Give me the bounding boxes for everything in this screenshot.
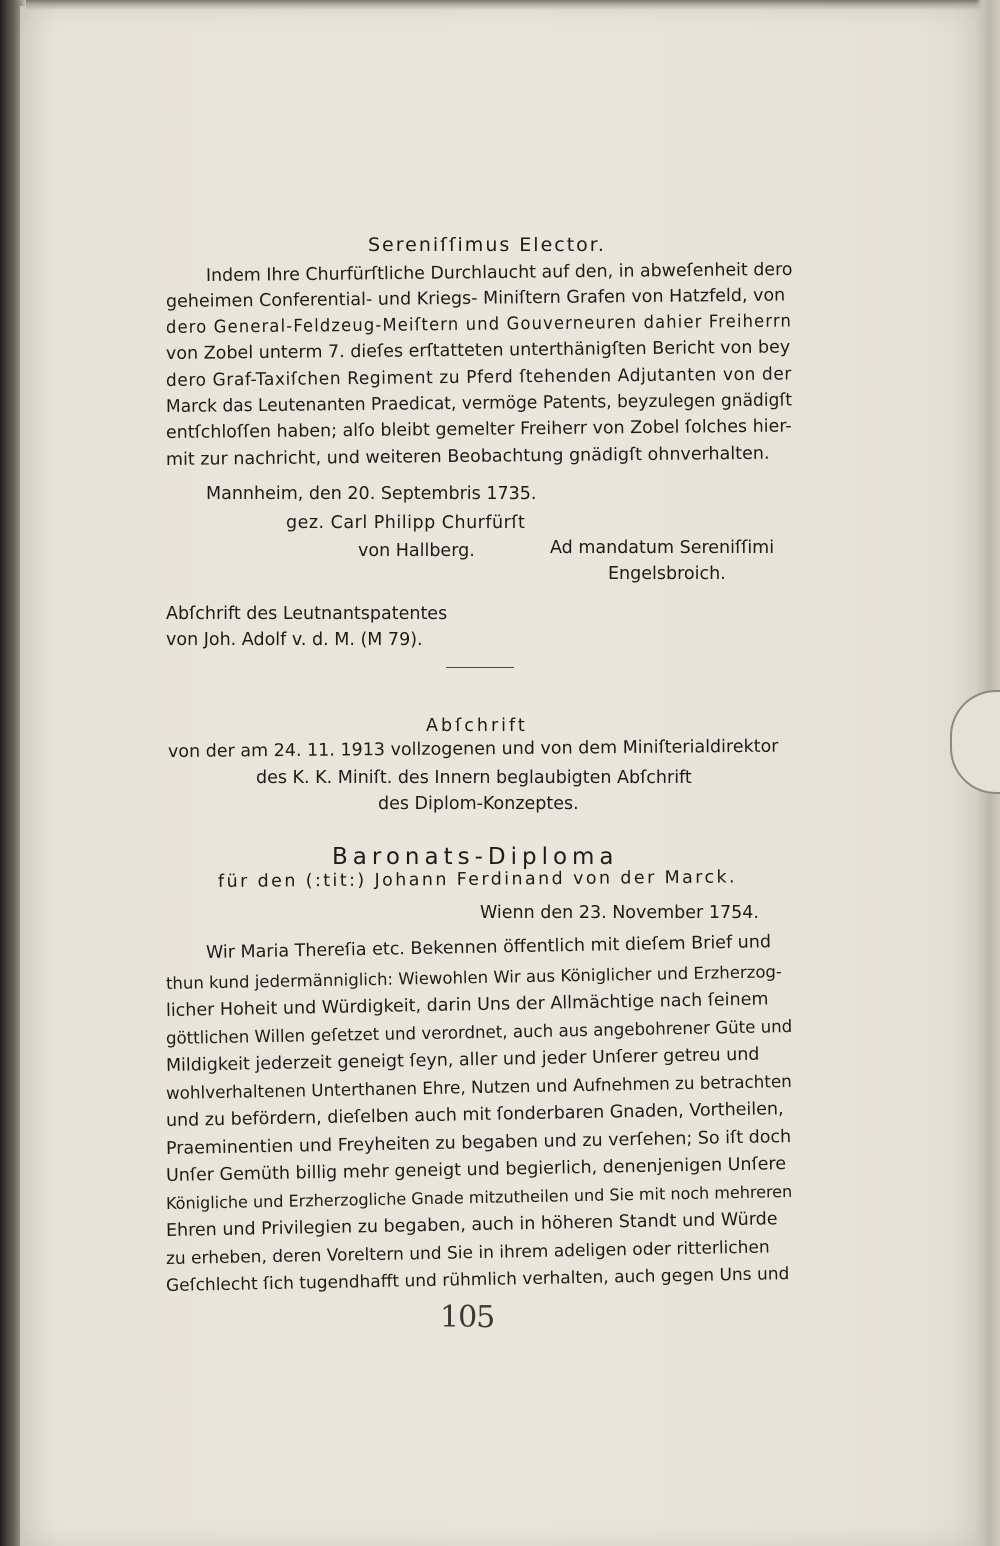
diploma-line-13: Geſchlecht ſich tugendhafft und rühmlich verhalten, auch gegen Uns und (165, 1264, 790, 1296)
heading-elector: Sereniſſimus Elector. (368, 234, 606, 256)
decree-line-2: geheimen Conferential- und Kriegs- Miniſtern Grafen von Hatzfeld, von (165, 285, 786, 312)
page-top-edge (26, 0, 1000, 10)
diploma-line-4: göttlichen Willen geſetzet und verordnet, auch aus angebohrener Güte und (165, 1016, 793, 1049)
signature-line-2: von Hallberg. (358, 541, 475, 561)
decree-line-1: Indem Ihre Churfürſtliche Durchlaucht auf den, in abweſenheit dero (205, 259, 793, 286)
diploma-title: Baronats-Diploma (332, 844, 619, 870)
abschrift-line-2: des K. K. Miniſt. des Innern beglaubigten Abſchrift (256, 768, 692, 788)
decree-line-7: entſchloſſen haben; alſo bleibt gemelter Freiherr von Zobel ſolches hier- (165, 416, 792, 443)
diploma-line-10: Königliche und Erzherzogliche Gnade mitzutheilen und Sie mit noch mehreren (165, 1181, 793, 1213)
abschrift-line-1: von der am 24. 11. 1913 vollzogenen und von dem Miniſterialdirektor (167, 736, 779, 762)
diploma-line-12: zu erheben, deren Voreltern und Sie in ihrem adeligen oder ritterlichen (165, 1237, 770, 1269)
diploma-line-6: wohlverhaltenen Unterthanen Ehre, Nutzen und Aufnehmen zu betrachten (165, 1071, 793, 1104)
diploma-line-2: thun kund jedermänniglich: Wiewohlen Wir aus Königlicher und Erzherzog- (165, 962, 783, 993)
diploma-subtitle: für den (:tit:) Johann Ferdinand von der Marck. (217, 867, 738, 892)
diploma-line-1: Wir Maria Thereſia etc. Bekennen öffentlich mit dieſem Brief und (205, 932, 772, 963)
diploma-line-11: Ehren und Privilegien zu begaben, auch in höheren Standt und Würde (165, 1209, 778, 1241)
section-divider (446, 667, 514, 668)
decree-line-4: von Zobel unterm 7. dieſes erſtatteten unterthänigſten Bericht von bey (165, 337, 791, 364)
diploma-line-3: licher Hoheit und Würdigkeit, darin Uns der Allmächtige nach ſeinem (165, 989, 769, 1021)
diploma-line-9: Unſer Gemüth billig mehr geneigt und begierlich, denenjenigen Unſere (165, 1154, 787, 1186)
signature-line-1: gez. Carl Philipp Churfürſt (286, 513, 526, 533)
copy-note-line-2: von Joh. Adolf v. d. M. (M 79). (166, 630, 423, 650)
abschrift-line-3: des Diplom-Konzeptes. (378, 794, 579, 814)
diploma-line-8: Praeminentien und Freyheiten zu begaben und zu verſehen; So iſt doch (165, 1126, 792, 1159)
decree-line-3: dero General-Feldzeug-Meiſtern und Gouverneuren dahier Freiherrn (165, 311, 793, 338)
decree-line-8: mit zur nachricht, und weiteren Beobachtung gnädigſt ohnverhalten. (165, 443, 770, 470)
copy-note-line-1: Abſchrift des Leutnantspatentes (166, 604, 448, 624)
decree-line-6: Marck das Leutenanten Praedicat, vermöge Patents, beyzulegen gnädigſt (165, 390, 793, 417)
diploma-line-5: Mildigkeit jederzeit geneigt ſeyn, aller und jeder Unſerer getreu und (165, 1044, 760, 1076)
mandate-line-1: Ad mandatum Sereniſſimi (550, 538, 775, 558)
page-number: 105 (440, 1300, 495, 1335)
diploma-date: Wienn den 23. November 1754. (480, 903, 759, 923)
mandate-line-2: Engelsbroich. (608, 564, 726, 584)
abschrift-title: Abſchrift (426, 716, 528, 736)
place-date: Mannheim, den 20. Septembris 1735. (206, 484, 537, 504)
decree-line-5: dero Graf-Taxiſchen Regiment zu Pferd ſtehenden Adjutanten von der (165, 364, 793, 391)
diploma-line-7: und zu befördern, dieſelben auch mit ſonderbaren Gnaden, Vortheilen, (165, 1099, 784, 1131)
